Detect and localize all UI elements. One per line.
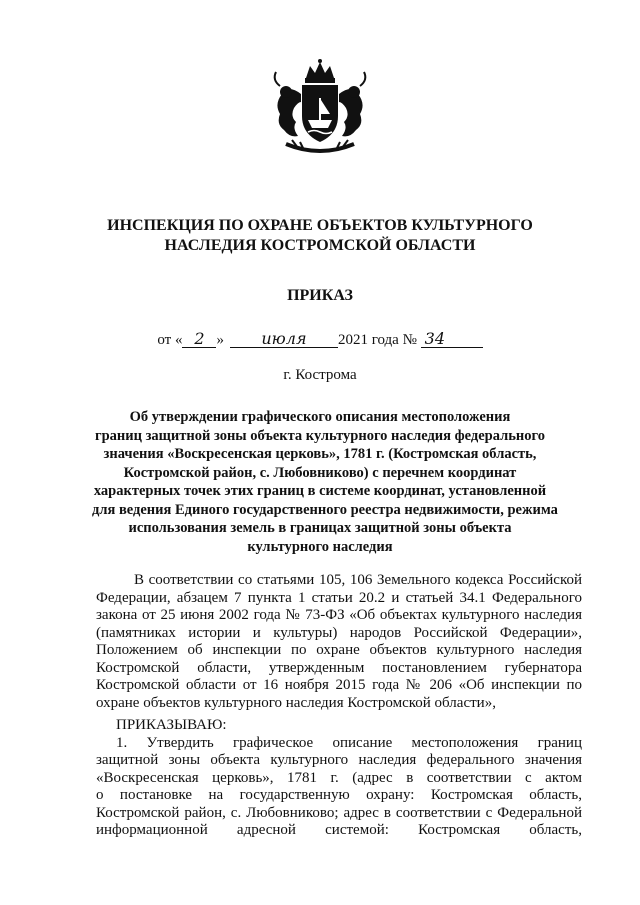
order-number-field: 34 [421, 331, 483, 348]
body-line: Положением об инспекции по охране объектов культурного наследия [96, 642, 582, 658]
item-line: защитной зоны объекта культурного наследия федерального значения [96, 752, 582, 768]
subject-line: использования земель в границах защитной зоны объекта [128, 520, 512, 536]
item-line: о постановке на государственную охрану: Костромская область, [96, 787, 582, 803]
org-line-2: НАСЛЕДИЯ КОСТРОМСКОЙ ОБЛАСТИ [164, 237, 476, 254]
subject-line: значения «Воскресенская церковь», 1781 г. (Костромская область, [103, 446, 537, 462]
date-number-line [0, 330, 640, 350]
item-line: 1. Утвердить графическое описание местоположения границ [116, 734, 582, 751]
body-line: Костромской области от 16 ноября 2015 года № 206 «Об инспекции по [96, 677, 582, 693]
body-line: охране объектов культурного наследия Костромской области», [96, 694, 496, 711]
city: г. Кострома [283, 367, 357, 383]
order-word: ПРИКАЗЫВАЮ: [116, 717, 227, 733]
month-field: июля [230, 331, 338, 348]
body-line: закона от 25 июня 2002 года № 73-ФЗ «Об объектах культурного наследия [96, 607, 582, 623]
date-mid: » [216, 332, 224, 348]
day-field: 2 [182, 331, 216, 348]
item-line: информационной адресной системой: Костромская область, [96, 822, 582, 838]
item-line: «Воскресенская церковь», 1781 г. (адрес в соответствии с актом [96, 769, 582, 786]
subject-line: Об утверждении графического описания местоположения [129, 409, 511, 425]
subject-line: границ защитной зоны объекта культурного наследия федерального [94, 427, 545, 444]
organization-name [80, 216, 560, 256]
body-line: (памятниках истории и культуры) народов Российской Федерации», [96, 624, 582, 641]
date-prefix: от « [157, 332, 183, 348]
document-type: ПРИКАЗ [287, 287, 353, 304]
subject-line: Костромской район, с. Любовниково) с перечнем координат [123, 464, 517, 481]
org-line-1: ИНСПЕКЦИЯ ПО ОХРАНЕ ОБЪЕКТОВ КУЛЬТУРНОГО [107, 217, 533, 234]
order-subject [92, 408, 558, 556]
body-line: Костромской области, утвержденным постановлением губернатора [96, 659, 582, 676]
order-body [96, 572, 582, 840]
body-line: Федерации, абзацем 7 пункта 1 статьи 20.2 и статьей 34.1 Федерального [96, 589, 582, 606]
item-line: Костромской район, с. Любовниково; адрес в соответствии с Федеральной [96, 804, 582, 821]
subject-line: характерных точек этих границ в системе координат, установленной [93, 483, 547, 499]
subject-line: культурного наследия [247, 538, 393, 555]
body-line: В соответствии со статьями 105, 106 Земельного кодекса Российской [134, 572, 582, 588]
year-text: 2021 года № [337, 332, 417, 348]
kostroma-coat-of-arms-icon [268, 58, 372, 158]
subject-line: для ведения Единого государственного реестра недвижимости, режима [92, 501, 558, 518]
